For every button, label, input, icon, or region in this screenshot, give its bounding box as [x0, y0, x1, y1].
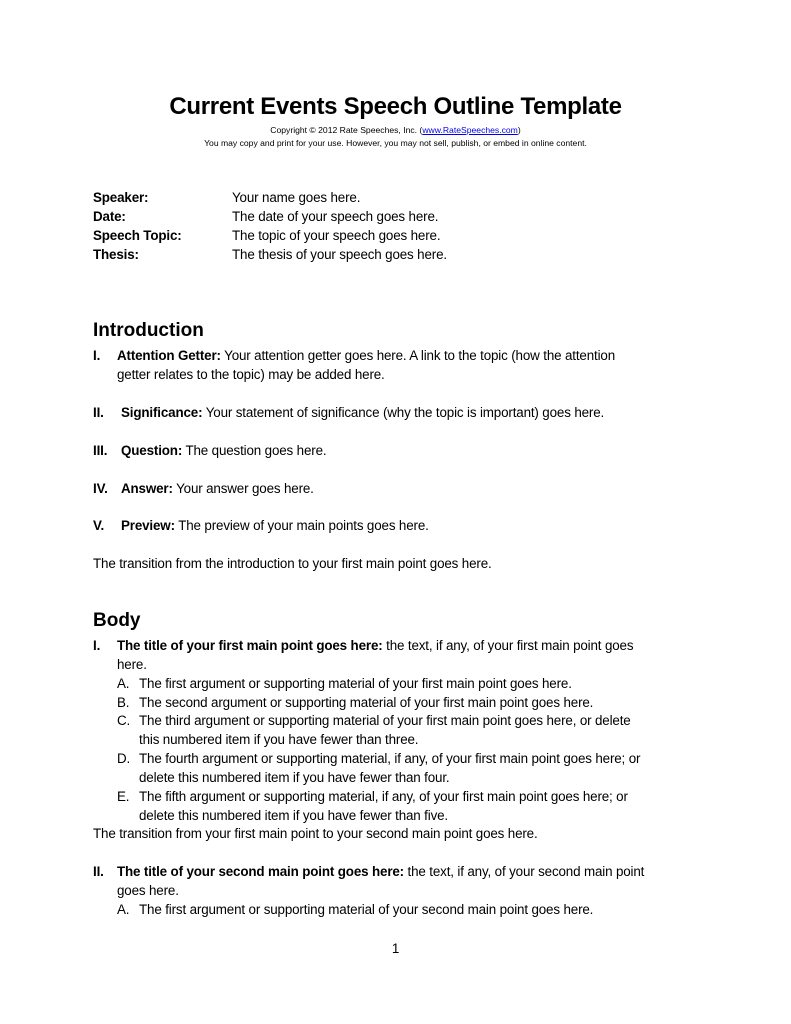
intro-num-5: V. [93, 518, 105, 533]
intro-item-attention [117, 346, 615, 365]
point-text: the text, if any, of your first main point goes [382, 638, 634, 653]
sub2-item-a: The first argument or supporting material of your second main point goes here. [139, 902, 594, 917]
intro-item-preview [121, 516, 429, 535]
item-text: Your attention getter goes here. A link to the topic (how the attention [220, 348, 616, 363]
intro-num-1: I. [93, 348, 101, 363]
sub2-letter-a: A. [117, 902, 130, 917]
intro-item-question [121, 441, 326, 460]
sub-item-a: The first argument or supporting material of your first main point goes here. [139, 676, 572, 691]
body-transition-1: The transition from your first main point to your second main point goes here. [93, 826, 538, 841]
sub-letter-a: A. [117, 676, 130, 691]
point-text: the text, if any, of your second main point [403, 864, 645, 879]
intro-num-4: IV. [93, 481, 108, 496]
date-label: Date: [93, 209, 126, 224]
sub-item-e-cont: delete this numbered item if you have fewer than five. [139, 808, 448, 823]
sub-letter-b: B. [117, 695, 130, 710]
page-number: 1 [391, 941, 400, 956]
topic-label: Speech Topic: [93, 228, 182, 243]
website-link[interactable]: www.RateSpeeches.com [422, 125, 518, 135]
sub-letter-d: D. [117, 751, 131, 766]
item-text: Your answer goes here. [172, 481, 314, 496]
item-label: Significance: [121, 405, 203, 420]
body-num-1: I. [93, 638, 101, 653]
body-point-2-cont: goes here. [117, 883, 179, 898]
usage-notice: You may copy and print for your use. However, you may not sell, publish, or embed in online content. [204, 138, 587, 148]
body-point-2 [117, 862, 644, 881]
sub-letter-c: C. [117, 713, 131, 728]
sub-item-c-cont: this numbered item if you have fewer than three. [139, 732, 419, 747]
intro-item-attention-cont: getter relates to the topic) may be added here. [117, 367, 385, 382]
item-text: The question goes here. [182, 443, 327, 458]
body-point-1-cont: here. [117, 657, 147, 672]
topic-value: The topic of your speech goes here. [232, 228, 441, 243]
intro-num-2: II. [93, 405, 104, 420]
body-num-2: II. [93, 864, 104, 879]
sub-letter-e: E. [117, 789, 130, 804]
thesis-value: The thesis of your speech goes here. [232, 247, 447, 262]
intro-transition: The transition from the introduction to your first main point goes here. [93, 556, 492, 571]
copyright-line [0, 125, 791, 135]
intro-item-answer [121, 479, 314, 498]
sub-item-b: The second argument or supporting material of your first main point goes here. [139, 695, 594, 710]
copyright-suffix: ) [517, 125, 521, 135]
sub-item-e: The fifth argument or supporting material, if any, of your first main point goes here; or [139, 789, 628, 804]
speaker-value: Your name goes here. [232, 190, 361, 205]
thesis-label: Thesis: [93, 247, 139, 262]
body-heading: Body [93, 610, 141, 631]
speaker-label: Speaker: [93, 190, 149, 205]
item-label: Answer: [121, 481, 173, 496]
body-point-1 [117, 636, 633, 655]
sub-item-d-cont: delete this numbered item if you have fewer than four. [139, 770, 450, 785]
item-label: Question: [121, 443, 183, 458]
intro-num-3: III. [93, 443, 108, 458]
copyright-text: Copyright © 2012 Rate Speeches, Inc. ( [270, 125, 423, 135]
intro-item-significance [121, 403, 604, 422]
item-text: The preview of your main points goes here. [174, 518, 429, 533]
introduction-heading: Introduction [93, 320, 204, 341]
item-text: Your statement of significance (why the topic is important) goes here. [202, 405, 605, 420]
point-title: The title of your first main point goes here: [117, 638, 383, 653]
point-title: The title of your second main point goes here: [117, 864, 404, 879]
sub-item-c: The third argument or supporting material of your first main point goes here, or delete [139, 713, 631, 728]
document-title: Current Events Speech Outline Template [169, 93, 622, 120]
sub-item-d: The fourth argument or supporting material, if any, of your first main point goes here; or [139, 751, 641, 766]
date-value: The date of your speech goes here. [232, 209, 439, 224]
item-label: Attention Getter: [117, 348, 221, 363]
item-label: Preview: [121, 518, 175, 533]
